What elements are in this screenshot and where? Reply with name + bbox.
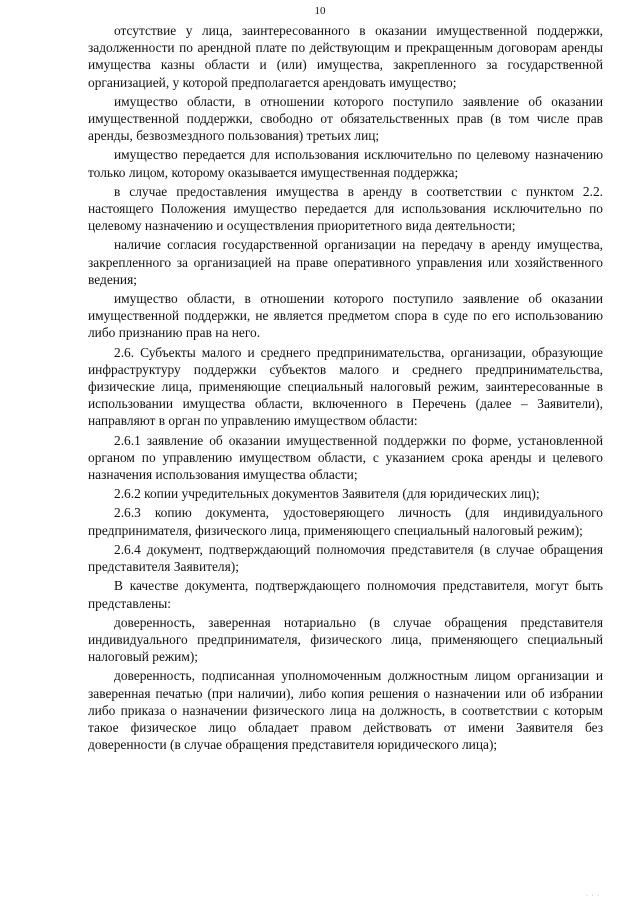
paragraph-4: в случае предоставления имущества в аренду в соответствии с пунктом 2.2. настоящего Положения имущество передается для использования исключительно по целевому назначению и осуществления приоритетного вида деятельности;: [88, 183, 603, 234]
paragraph-notarized-power: доверенность, заверенная нотариально (в случае обращения представителя индивидуального предпринимателя, физического лица, применяющего специальный налоговый режим);: [88, 614, 603, 665]
paragraph-1: отсутствие у лица, заинтересованного в оказании имущественной поддержки, задолженности по арендной плате по действующим и прекращенным договорам аренды имущества казны области и (или) имущества, закрепленного за государственной организацией, у которой предполагается арендовать имущество;: [88, 23, 603, 90]
paragraph-2-6-2: 2.6.2 копии учредительных документов Заявителя (для юридических лиц);: [114, 486, 540, 502]
paragraph-2-6-4: 2.6.4 документ, подтверждающий полномочия представителя (в случае обращения представителя Заявителя);: [88, 541, 603, 575]
paragraph-2-6-1: 2.6.1 заявление об оказании имущественной поддержки по форме, установленной органом по управлению имуществом области, с указанием срока аренды и целевого назначения использования имущества области;: [88, 432, 603, 483]
paragraph-authority-intro: В качестве документа, подтверждающего полномочия представителя, могут быть представлены:: [88, 578, 603, 611]
scan-mark: · · ·: [586, 893, 600, 899]
paragraph-2-6-3: 2.6.3 копию документа, удостоверяющего личность (для индивидуального предпринимателя, физического лица, применяющего специальный налоговый режим);: [88, 505, 603, 538]
paragraph-signed-power: доверенность, подписанная уполномоченным должностным лицом организации и заверенная печатью (при наличии), либо копия решения о назначении или об избрании либо приказа о назначении физического лица на должность, в соответствии с которым такое физическое лицо обладает правом действовать от имени Заявителя без доверенности (в случае обращения представителя юридического лица);: [88, 668, 603, 753]
paragraph-6: имущество области, в отношении которого поступило заявление об оказании имущественной поддержки, не является предметом спора в суде по его использованию либо признанию прав на него.: [88, 291, 603, 341]
paragraph-5: наличие согласия государственной организации на передачу в аренду имущества, закрепленного за организацией на праве оперативного управления или хозяйственного ведения;: [88, 237, 603, 287]
page-number: 10: [314, 5, 326, 17]
document-body: [88, 22, 603, 755]
paragraph-3: имущество передается для использования исключительно по целевому назначению только лицом, которому оказывается имущественная поддержка;: [88, 147, 603, 180]
paragraph-2-6: 2.6. Субъекты малого и среднего предпринимательства, организации, образующие инфраструктуру поддержки субъектов малого и среднего предпринимательства, физические лица, применяющие специальный налоговый режим, заинтересованные в использовании имущества области, включенного в Перечень (далее – Заявители), направляют в орган по управлению имуществом области:: [88, 344, 603, 429]
paragraph-2: имущество области, в отношении которого поступило заявление об оказании имущественной поддержки, свободно от обязательственных прав (в том числе прав аренды, безвозмездного пользования) третьих лиц;: [88, 93, 603, 144]
